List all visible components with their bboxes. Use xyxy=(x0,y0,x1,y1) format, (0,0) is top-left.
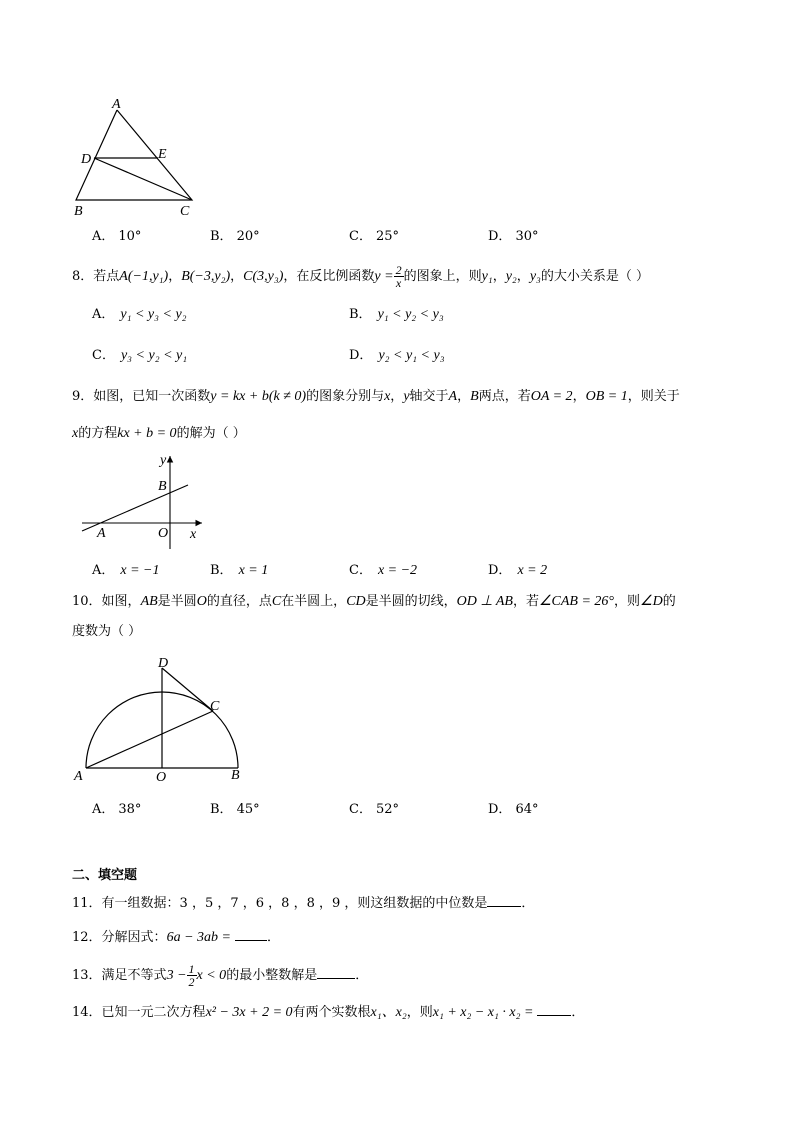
stem-text: ，则关于 xyxy=(627,389,680,404)
label-a: A xyxy=(74,769,83,784)
quadratic-equation: x² − 3x + 2 = 0 xyxy=(205,1005,293,1020)
var-y3: y₃ xyxy=(529,269,541,284)
separator: ， xyxy=(168,269,182,284)
q10-stem-line1 xyxy=(72,594,676,610)
question-number: 13． xyxy=(72,968,102,983)
stem-text: 的直径，点 xyxy=(206,594,272,609)
q10-option-c[interactable] xyxy=(349,802,399,818)
fraction-1-over-2 xyxy=(187,963,197,988)
var-y2: y₂ xyxy=(505,269,517,284)
inequality-rhs: x < 0 xyxy=(196,968,227,983)
option-text: x = 1 xyxy=(238,563,269,578)
option-text: 30° xyxy=(515,229,539,244)
separator: ， xyxy=(230,269,244,284)
stem-text: 已知一元二次方程 xyxy=(101,1005,206,1020)
question-number: 9． xyxy=(72,389,94,404)
stem-text: ． xyxy=(355,968,369,983)
label-a: A xyxy=(112,97,121,112)
label-c: C xyxy=(210,699,220,714)
stem-text: ，在反比例函数 xyxy=(283,269,375,284)
stem-text: 是半圆 xyxy=(157,594,197,609)
var-x: x xyxy=(72,426,79,441)
stem-text: 两点，若 xyxy=(478,389,531,404)
q7-option-b[interactable] xyxy=(210,229,260,245)
option-letter: A． xyxy=(92,563,115,578)
label-d: D xyxy=(81,152,92,167)
q8-stem xyxy=(72,264,649,289)
segment-ab: AB xyxy=(140,594,158,609)
label-b: B xyxy=(158,479,167,494)
option-letter: C． xyxy=(349,563,372,578)
roots-expr: x₁、x₂ xyxy=(370,1005,407,1020)
function-lhs: y = xyxy=(374,269,394,284)
q10-stem-line2 xyxy=(72,624,141,640)
point-a-expr: A(−1,y₁) xyxy=(119,269,169,284)
angle-cab-expr: ∠CAB = 26° xyxy=(538,594,614,609)
q9-stem-line1 xyxy=(72,389,680,405)
option-text: y₁ < y₃ < y₂ xyxy=(120,307,187,322)
point-b-expr: B(−3,y₂) xyxy=(181,269,231,284)
label-o: O xyxy=(156,770,167,785)
fraction-denominator: 2 xyxy=(188,975,195,989)
option-text: 10° xyxy=(118,229,142,244)
var-y1: y₁ xyxy=(481,269,493,284)
stem-text: ，则 xyxy=(614,594,641,609)
question-number: 14． xyxy=(72,1005,102,1020)
option-text: 20° xyxy=(236,229,260,244)
option-letter: A． xyxy=(92,229,115,244)
q8-option-d[interactable] xyxy=(349,348,445,364)
perpendicular-expr: OD ⊥ AB xyxy=(456,594,513,609)
stem-text: 有一组数据：3 ，5 ，7 ，6 ，8 ，8 ，9 ，则这组数据的中位数是 xyxy=(101,896,488,911)
option-text: x = −2 xyxy=(377,563,418,578)
separator: ， xyxy=(516,269,530,284)
stem-text: 的最小整数解是 xyxy=(226,968,318,983)
option-text: 45° xyxy=(236,802,260,817)
q9-option-a[interactable] xyxy=(92,563,160,579)
answer-blank[interactable] xyxy=(487,894,521,907)
q9-option-d[interactable] xyxy=(488,563,547,579)
stem-text: 满足不等式 xyxy=(101,968,167,983)
stem-text: ，则 xyxy=(406,1005,433,1020)
label-y: y xyxy=(160,453,167,468)
q10-option-d[interactable] xyxy=(488,802,538,818)
option-letter: B． xyxy=(349,307,372,322)
separator: ， xyxy=(492,269,506,284)
separator: ， xyxy=(457,389,471,404)
option-text: 38° xyxy=(118,802,142,817)
segment-cd: CD xyxy=(346,594,366,609)
factor-expr: 6a − 3ab = xyxy=(166,930,231,945)
equation-expr: kx + b = 0 xyxy=(117,426,177,441)
q9-stem-line2 xyxy=(72,426,246,442)
oa-length: OA = 2 xyxy=(530,389,573,404)
stem-text: ． xyxy=(266,930,280,945)
q11-stem xyxy=(72,894,534,912)
q14-stem xyxy=(72,1003,584,1021)
stem-text: ． xyxy=(521,896,535,911)
option-letter: A． xyxy=(92,802,115,817)
point-b: B xyxy=(470,389,479,404)
option-letter: C． xyxy=(349,802,372,817)
q8-option-a[interactable] xyxy=(92,307,187,323)
q10-option-b[interactable] xyxy=(210,802,260,818)
option-text: 25° xyxy=(375,229,399,244)
question-number: 8． xyxy=(72,269,94,284)
q9-option-b[interactable] xyxy=(210,563,268,579)
inequality-lhs: 3 − xyxy=(166,968,187,983)
option-text: y₃ < y₂ < y₁ xyxy=(120,348,188,363)
option-text: 52° xyxy=(375,802,399,817)
option-text: x = −1 xyxy=(120,563,160,578)
stem-text: 在半圆上， xyxy=(281,594,347,609)
stem-text: 是半圆的切线， xyxy=(365,594,457,609)
label-x: x xyxy=(190,527,197,542)
answer-blank[interactable] xyxy=(317,966,355,979)
q8-option-c[interactable] xyxy=(92,348,187,364)
q9-option-c[interactable] xyxy=(349,563,417,579)
q12-stem xyxy=(72,928,280,946)
separator: ， xyxy=(390,389,404,404)
option-text: 64° xyxy=(515,802,539,817)
option-letter: D． xyxy=(488,802,512,817)
stem-text: 的大小关系是（ ） xyxy=(540,269,650,284)
section-heading: 二、填空题 xyxy=(72,868,138,883)
q10-semicircle-figure xyxy=(72,654,252,788)
stem-text: ，若 xyxy=(512,594,539,609)
option-letter: B． xyxy=(210,229,233,244)
stem-text: 如图， xyxy=(101,594,141,609)
label-d: D xyxy=(158,656,169,671)
ob-length: OB = 1 xyxy=(585,389,628,404)
q10-option-a[interactable] xyxy=(92,802,141,818)
q9-graph-figure xyxy=(78,452,208,552)
label-a: A xyxy=(97,526,106,541)
point-o: O xyxy=(196,594,207,609)
stem-text: 的 xyxy=(662,594,676,609)
linear-function-expr: y = kx + b(k ≠ 0) xyxy=(210,389,307,404)
stem-text: 的图象上，则 xyxy=(403,269,482,284)
option-letter: B． xyxy=(210,563,233,578)
stem-text: 若点 xyxy=(93,269,120,284)
stem-text: 的方程 xyxy=(78,426,118,441)
option-text: y₁ < y₂ < y₃ xyxy=(377,307,444,322)
label-b: B xyxy=(231,768,240,783)
stem-text: ． xyxy=(571,1005,585,1020)
point-c-expr: C(3,y₃) xyxy=(243,269,284,284)
fraction-2-over-x xyxy=(394,264,404,289)
stem-text: 如图，已知一次函数 xyxy=(93,389,211,404)
segment-dc xyxy=(94,158,192,200)
option-letter: D． xyxy=(488,563,512,578)
var-y: y xyxy=(403,389,410,404)
question-number: 10． xyxy=(72,594,102,609)
point-a: A xyxy=(448,389,458,404)
q8-option-b[interactable] xyxy=(349,307,444,323)
point-c: C xyxy=(271,594,282,609)
question-number: 11． xyxy=(72,896,102,911)
option-letter: D． xyxy=(488,229,512,244)
stem-text: 度数为（ ） xyxy=(72,624,142,639)
q7-option-c[interactable] xyxy=(349,229,399,245)
option-letter: C． xyxy=(92,348,115,363)
stem-text: 分解因式： xyxy=(101,930,167,945)
roots-expression: x₁ + x₂ − x₁ · x₂ = xyxy=(432,1005,534,1020)
q13-stem xyxy=(72,963,368,988)
q7-option-d[interactable] xyxy=(488,229,538,245)
var-x: x xyxy=(384,389,391,404)
answer-blank[interactable] xyxy=(235,928,267,941)
separator: ， xyxy=(572,389,586,404)
q7-option-a[interactable] xyxy=(92,229,141,245)
stem-text: 的解为（ ） xyxy=(176,426,246,441)
option-text: x = 2 xyxy=(517,563,548,578)
label-b: B xyxy=(74,204,83,219)
option-letter: C． xyxy=(349,229,372,244)
stem-text: 的图象分别与 xyxy=(306,389,385,404)
angle-d-expr: ∠D xyxy=(640,594,663,609)
function-line xyxy=(82,485,188,531)
option-text: y₂ < y₁ < y₃ xyxy=(378,348,445,363)
label-e: E xyxy=(158,147,167,162)
label-c: C xyxy=(180,204,190,219)
segment-dc xyxy=(162,668,213,711)
option-letter: D． xyxy=(349,348,373,363)
stem-text: 轴交于 xyxy=(409,389,449,404)
label-o: O xyxy=(158,526,169,541)
option-letter: A． xyxy=(92,307,115,322)
option-letter: B． xyxy=(210,802,233,817)
answer-blank[interactable] xyxy=(537,1003,571,1016)
stem-text: 有两个实数根 xyxy=(292,1005,371,1020)
fraction-numerator: 1 xyxy=(188,962,195,976)
triangle-outline xyxy=(76,110,192,200)
segment-ac xyxy=(86,711,213,768)
q7-triangle-figure xyxy=(70,96,200,220)
fraction-denominator: x xyxy=(395,276,402,290)
fraction-numerator: 2 xyxy=(395,263,402,277)
question-number: 12． xyxy=(72,930,102,945)
